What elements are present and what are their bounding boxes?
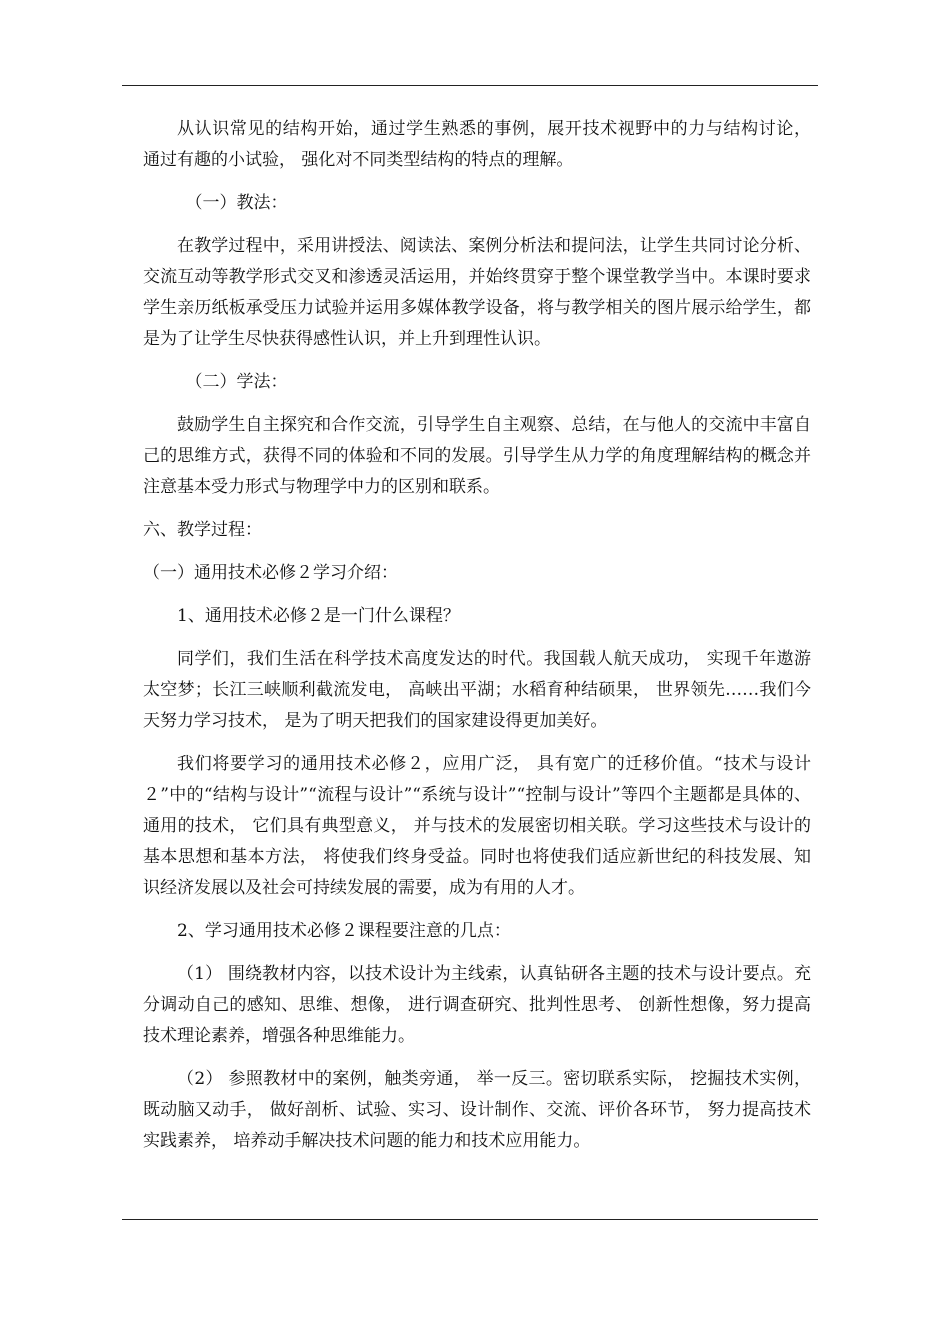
note-item-1: （1） 围绕教材内容，以技术设计为主线索，认真钻研各主题的技术与设计要点。充分调动自己的感知、思维、想像， 进行调查研究、批判性思考、 创新性想像，努力提高技术理论素养，增强各种思维能力。 (143, 964, 811, 1046)
teaching-method-paragraph: 在教学过程中，采用讲授法、阅读法、案例分析法和提问法，让学生共同讨论分析、交流互动等教学形式交叉和渗透灵活运用，并始终贯穿于整个课堂教学当中。本课时要求学生亲历纸板承受压力试验并运用多媒体教学设备，将与教学相关的图片展示给学生，都是为了让学生尽快获得感性认识，并上升到理性认识。 (143, 236, 811, 349)
notes-heading: 2、学习通用技术必修２课程要注意的几点： (177, 921, 511, 941)
intro-paragraph: 从认识常见的结构开始，通过学生熟悉的事例，展开技术视野中的力与结构讨论， 通过有趣的小试验， 强化对不同类型结构的特点的理解。 (143, 119, 811, 170)
learning-method-paragraph: 鼓励学生自主探究和合作交流，引导学生自主观察、总结，在与他人的交流中丰富自己的思维方式，获得不同的体验和不同的发展。引导学生从力学的角度理解结构的概念并注意基本受力形式与物理学中力的区别和联系。 (143, 415, 811, 497)
teaching-method-heading: （一）教法： (185, 193, 288, 213)
header-rule (122, 85, 818, 86)
note-item-2: （2） 参照教材中的案例，触类旁通， 举一反三。密切联系实际， 挖掘技术实例， 既动脑又动手， 做好剖析、试验、实习、设计制作、交流、评价各环节， 努力提高技术实践素养， 培养动手解决技术问题的能力和技术应用能力。 (143, 1069, 811, 1151)
section-heading-teaching-process: 六、教学过程： (143, 520, 262, 540)
document-body (143, 114, 811, 1169)
question-heading: 1、通用技术必修２是一门什么课程？ (177, 606, 460, 626)
subsection-heading-course-intro: （一）通用技术必修２学习介绍： (143, 563, 398, 583)
motivation-paragraph: 同学们，我们生活在科学技术高度发达的时代。我国载人航天成功， 实现千年遨游太空梦；长江三峡顺利截流发电， 高峡出平湖；水稻育种结硕果， 世界领先……我们今天努力学习技术， 是为了明天把我们的国家建设得更加美好。 (143, 649, 811, 731)
learning-method-heading: （二）学法： (185, 372, 288, 392)
footer-rule (122, 1219, 818, 1220)
course-value-paragraph: 我们将要学习的通用技术必修２，应用广泛， 具有宽广的迁移价值。“技术与设计２”中的“结构与设计”“流程与设计”“系统与设计”“控制与设计”等四个主题都是具体的、通用的技术， 它们具有典型意义， 并与技术的发展密切相关联。学习这些技术与设计的基本思想和基本方法， 将使我们终身受益。同时也将使我们适应新世纪的科技发展、知识经济发展以及社会可持续发展的需要，成为有用的人才。 (143, 754, 811, 898)
